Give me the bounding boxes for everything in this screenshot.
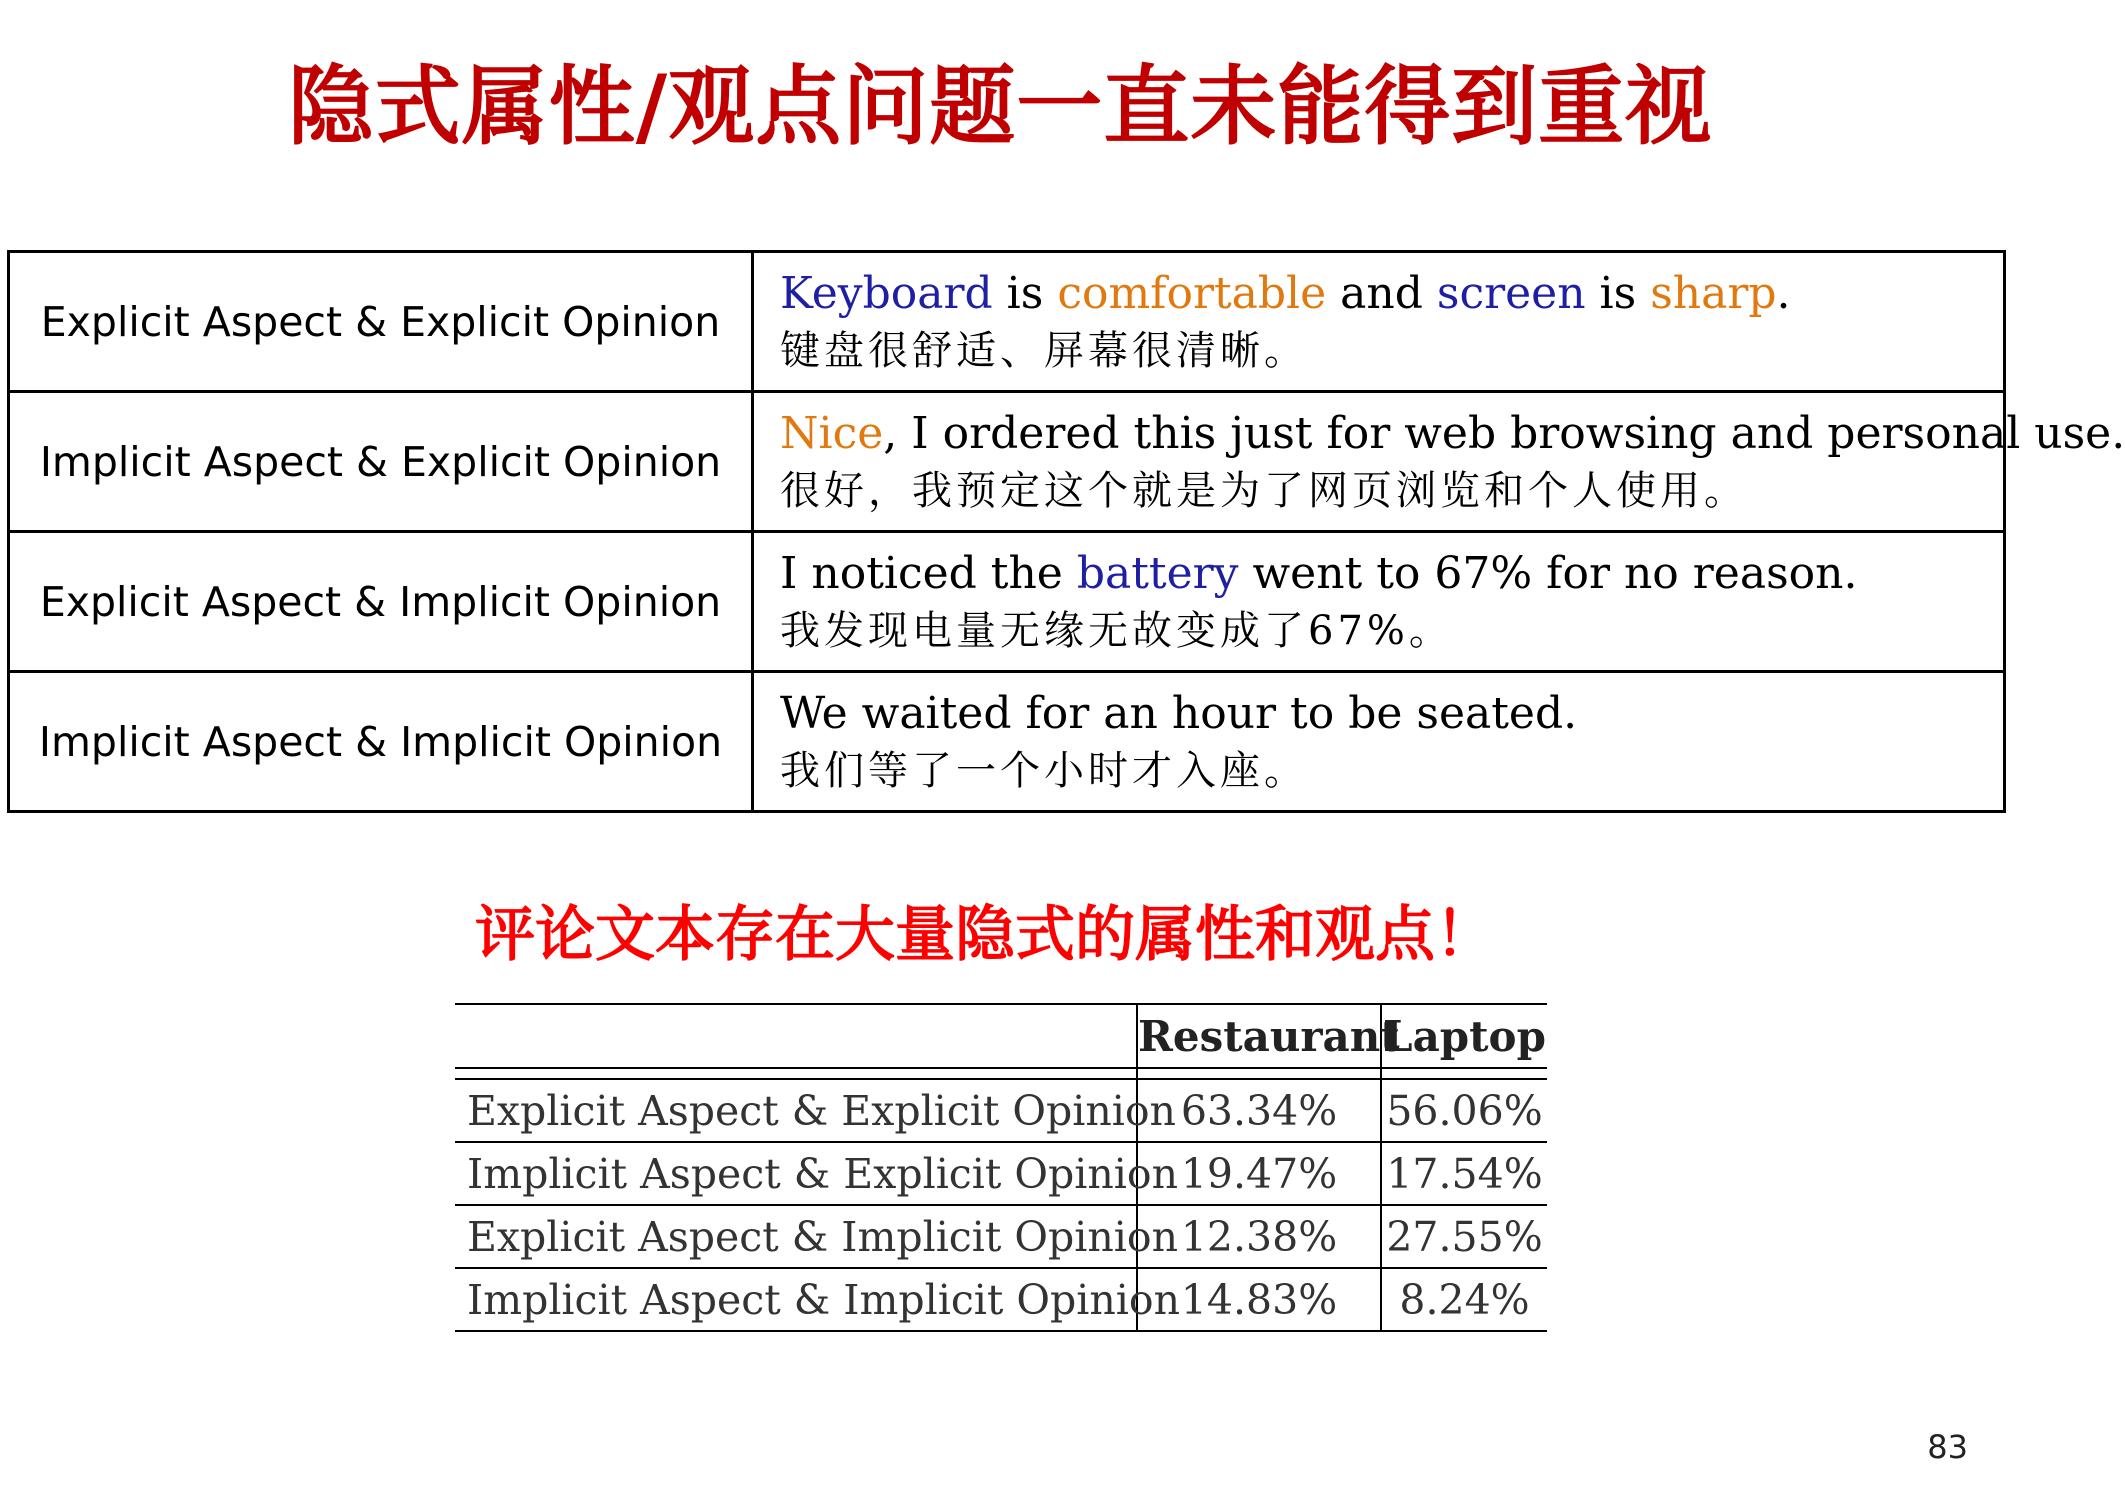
example-chinese-translation: 我发现电量无缘无故变成了67%。	[780, 607, 1453, 654]
example-type-label: Implicit Aspect & Explicit Opinion	[9, 392, 753, 532]
sentence-segment-aspect: Keyboard	[780, 267, 993, 319]
stats-row-label: Explicit Aspect & Implicit Opinion	[455, 1205, 1137, 1268]
example-sentence-cell	[753, 672, 2005, 812]
example-sentence-cell	[753, 252, 2005, 392]
stats-header-empty	[455, 1004, 1137, 1068]
sentence-segment-plain: and	[1326, 267, 1437, 319]
page-number: 83	[1927, 1428, 1968, 1466]
example-english-sentence	[780, 405, 2125, 463]
stats-header-restaurant: Restaurant	[1137, 1004, 1381, 1068]
stats-restaurant-value: 63.34%	[1137, 1079, 1381, 1142]
stats-restaurant-value: 12.38%	[1137, 1205, 1381, 1268]
example-row	[9, 672, 2005, 812]
example-row	[9, 252, 2005, 392]
stats-row-label: Implicit Aspect & Explicit Opinion	[455, 1142, 1137, 1205]
example-chinese-translation: 我们等了一个小时才入座。	[780, 747, 1308, 794]
example-chinese-translation: 很好，我预定这个就是为了网页浏览和个人使用。	[780, 467, 1748, 514]
stats-header-laptop: Laptop	[1381, 1004, 1547, 1068]
stats-row	[455, 1205, 1547, 1268]
sentence-segment-plain: went to 67% for no reason.	[1238, 547, 1858, 599]
stats-divider	[455, 1068, 1547, 1079]
example-type-label: Explicit Aspect & Implicit Opinion	[9, 532, 753, 672]
sentence-segment-plain: .	[1776, 267, 1791, 319]
stats-row	[455, 1142, 1547, 1205]
stats-laptop-value: 17.54%	[1381, 1142, 1547, 1205]
stats-row	[455, 1268, 1547, 1331]
sentence-segment-plain: We waited for an hour to be seated.	[780, 687, 1578, 739]
example-english-sentence	[780, 685, 2003, 743]
slide-title: 隐式属性/观点问题一直未能得到重视	[287, 57, 1713, 157]
sentence-segment-opinion: Nice	[780, 407, 884, 459]
stats-laptop-value: 27.55%	[1381, 1205, 1547, 1268]
sentence-segment-opinion: comfortable	[1057, 267, 1327, 319]
example-row	[9, 532, 2005, 672]
highlight-statement: 评论文本存在大量隐式的属性和观点！	[475, 900, 1495, 970]
example-chinese-translation: 键盘很舒适、屏幕很清晰。	[780, 327, 1308, 374]
example-sentence-cell	[753, 532, 2005, 672]
stats-row	[455, 1079, 1547, 1142]
stats-table	[455, 1003, 1547, 1332]
sentence-segment-plain: is	[1585, 267, 1651, 319]
example-type-label: Implicit Aspect & Implicit Opinion	[9, 672, 753, 812]
stats-restaurant-value: 19.47%	[1137, 1142, 1381, 1205]
stats-laptop-value: 56.06%	[1381, 1079, 1547, 1142]
stats-laptop-value: 8.24%	[1381, 1268, 1547, 1331]
stats-row-label: Explicit Aspect & Explicit Opinion	[455, 1079, 1137, 1142]
example-type-label: Explicit Aspect & Explicit Opinion	[9, 252, 753, 392]
example-english-sentence	[780, 545, 2003, 603]
sentence-segment-plain: I noticed the	[780, 547, 1077, 599]
sentence-segment-opinion: sharp	[1650, 267, 1777, 319]
example-row	[9, 392, 2005, 532]
sentence-segment-aspect: battery	[1076, 547, 1239, 599]
stats-restaurant-value: 14.83%	[1137, 1268, 1381, 1331]
sentence-segment-aspect: screen	[1436, 267, 1586, 319]
example-sentence-cell	[753, 392, 2125, 532]
stats-header-row	[455, 1004, 1547, 1068]
examples-table	[7, 250, 2125, 813]
stats-row-label: Implicit Aspect & Implicit Opinion	[455, 1268, 1137, 1331]
sentence-segment-plain: is	[992, 267, 1058, 319]
example-english-sentence	[780, 265, 2003, 323]
sentence-segment-plain: , I ordered this just for web browsing and personal use.	[883, 407, 2125, 459]
